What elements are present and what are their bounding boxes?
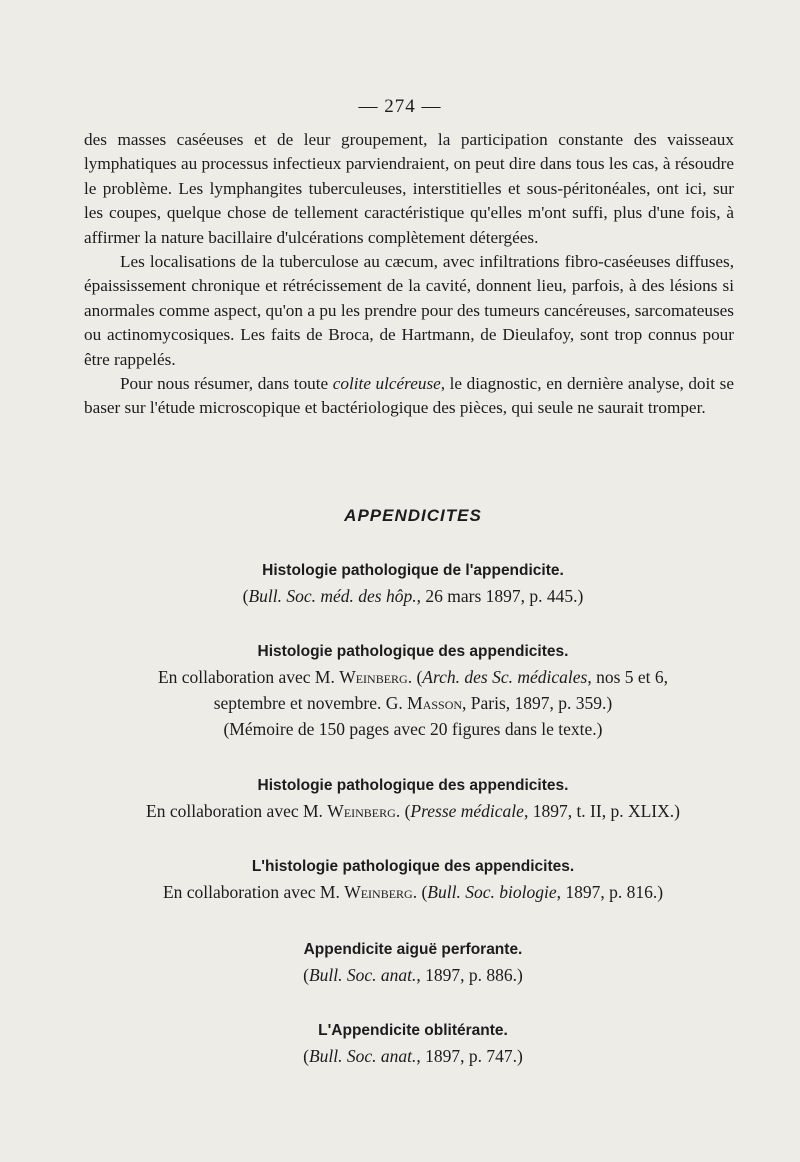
entry-citation bbox=[100, 664, 726, 690]
entry-title: Histologie pathologique des appendicites. bbox=[257, 643, 569, 660]
entry-title: Histologie pathologique des appendicites. bbox=[257, 777, 569, 794]
paragraph-2: Les localisations de la tuberculose au cæcum, avec infiltrations fibro-caséeuses diffuses, épaississement chronique et rétrécissement de la cavité, donnent lieu, parfois, à des lésions si anormales comme aspect, qu'on a pu les prendre pour des tumeurs cancéreuses, sarcomateuses ou actinomycosiques. Les faits de Broca, de Hartmann, de Dieulafoy, sont trop connus pour être rappelés. bbox=[84, 252, 734, 369]
citation-prefix: En collaboration avec M. bbox=[157, 667, 340, 687]
entry-citation-cont bbox=[100, 690, 726, 716]
citation-details: , 1897, p. 816.) bbox=[556, 882, 664, 902]
citation-journal: Bull. Soc. anat. bbox=[308, 1046, 417, 1066]
citation-prefix: septembre et novembre. G. bbox=[213, 693, 408, 713]
entry-note: (Mémoire de 150 pages avec 20 figures dans le texte.) bbox=[223, 719, 603, 739]
citation-journal: Bull. Soc. anat. bbox=[308, 965, 417, 985]
citation-details: , 1897, p. 747.) bbox=[416, 1046, 523, 1066]
citation-separator: . ( bbox=[395, 801, 411, 821]
paragraph-3 bbox=[84, 372, 734, 421]
publication-entry bbox=[100, 938, 726, 988]
publication-entry bbox=[100, 855, 726, 905]
citation-journal: Bull. Soc. biologie bbox=[427, 882, 557, 902]
entry-citation bbox=[100, 879, 726, 905]
citation-author: Weinberg bbox=[344, 882, 413, 902]
citation-open: ( bbox=[242, 586, 249, 606]
body-text bbox=[84, 128, 734, 421]
citation-author: Weinberg bbox=[339, 667, 408, 687]
citation-journal: Bull. Soc. méd. des hôp. bbox=[248, 586, 417, 606]
citation-prefix: En collaboration avec M. bbox=[162, 882, 345, 902]
citation-details: , 1897, t. II, p. XLIX.) bbox=[523, 801, 680, 821]
citation-separator: . ( bbox=[407, 667, 423, 687]
citation-journal: Arch. des Sc. médicales bbox=[422, 667, 588, 687]
publication-entry bbox=[100, 640, 726, 742]
publication-entry bbox=[100, 774, 726, 824]
paragraph-3-italic: colite ulcéreuse bbox=[332, 374, 441, 394]
citation-open: ( bbox=[303, 1046, 309, 1066]
citation-prefix: En collaboration avec M. bbox=[146, 801, 328, 821]
entry-title: L'Appendicite oblitérante. bbox=[318, 1022, 508, 1039]
citation-author: Weinberg bbox=[327, 801, 396, 821]
entry-citation bbox=[100, 583, 726, 609]
entry-title: Histologie pathologique de l'appendicite. bbox=[262, 562, 564, 579]
entry-citation bbox=[100, 962, 726, 988]
citation-separator: . ( bbox=[412, 882, 428, 902]
publication-entry bbox=[100, 1019, 726, 1069]
citation-details: , 1897, p. 886.) bbox=[416, 965, 523, 985]
publication-entry bbox=[100, 559, 726, 609]
entry-citation bbox=[100, 1043, 726, 1069]
entry-citation bbox=[100, 798, 726, 824]
section-heading: APPENDICITES bbox=[344, 506, 482, 525]
entry-title: L'histologie pathologique des appendicites. bbox=[251, 858, 575, 875]
citation-journal: Presse médicale bbox=[410, 801, 524, 821]
citation-open: ( bbox=[303, 965, 309, 985]
paragraph-1: des masses caséeuses et de leur groupement, la participation constante des vaisseaux lymphatiques au processus infectieux parviendraient, on peut dire dans tous les cas, à résoudre le problème. Les lymphangites tuberculeuses, interstitielles et sous-péritonéales, ont ici, sur les coupes, quelque chose de tellement caractéristique qu'elles m'ont suffi, plus d'une fois, à affirmer la nature bacillaire d'ulcérations complètement détergées. bbox=[84, 130, 734, 247]
paragraph-3-text-a: Pour nous résumer, dans toute bbox=[120, 374, 333, 394]
page-number: — 274 — bbox=[358, 96, 442, 117]
citation-details: , 26 mars 1897, p. 445.) bbox=[416, 586, 584, 606]
citation-details: , nos 5 et 6, bbox=[587, 667, 669, 687]
citation-publisher: Masson bbox=[407, 693, 463, 713]
citation-details: , Paris, 1897, p. 359.) bbox=[462, 693, 613, 713]
paragraph-3-text-b: , le diagnostic, en dernière analyse, doit se baser sur l'étude microscopique et bactériologique des pièces, qui seule ne saurait tromper. bbox=[84, 374, 734, 418]
entry-title: Appendicite aiguë perforante. bbox=[303, 941, 523, 958]
